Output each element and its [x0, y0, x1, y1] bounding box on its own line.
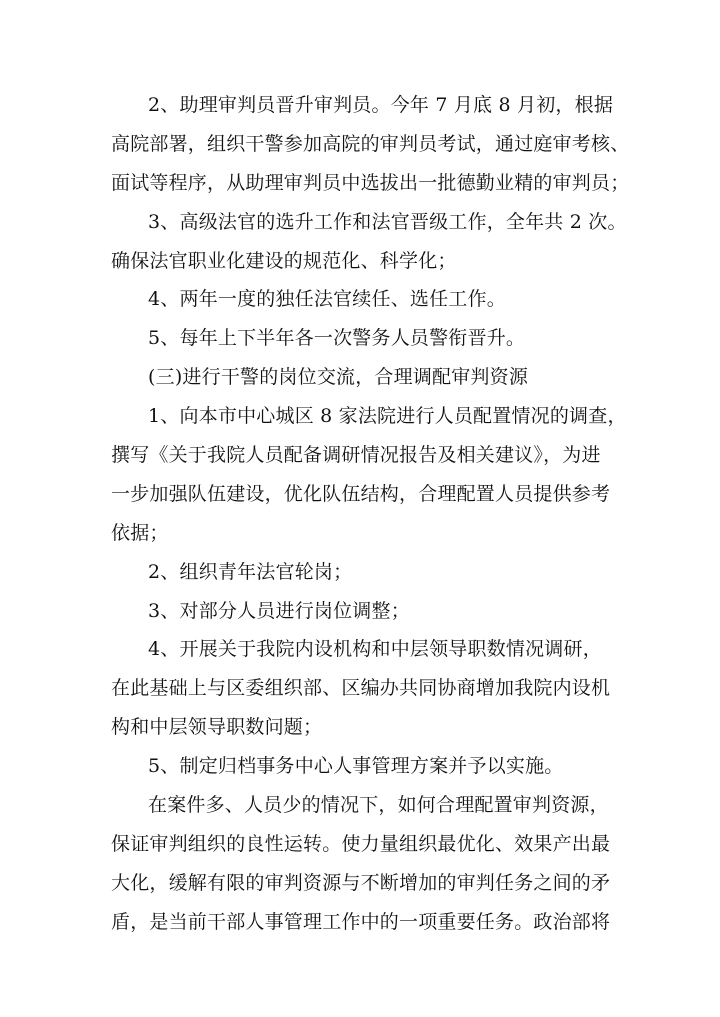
text-line: 保证审判组织的良性运转。使力量组织最优化、效果产出最 [111, 832, 611, 855]
text-line: 确保法官职业化建设的规范化、科学化； [111, 249, 457, 272]
text-line: 3、高级法官的选升工作和法官晋级工作，全年共 2 次。 [148, 210, 627, 233]
text-line: 1、向本市中心城区 8 家法院进行人员配置情况的调查， [148, 405, 627, 428]
text-line: 4、两年一度的独任法官续任、选任工作。 [148, 288, 506, 311]
text-line: 2、助理审判员晋升审判员。今年 7 月底 8 月初，根据 [148, 94, 614, 116]
text-line: 一步加强队伍建设，优化队伍结构，合理配置人员提供参考 [111, 482, 611, 505]
text-line: 面试等程序，从助理审判员中选拔出一批德勤业精的审判员； [111, 171, 630, 194]
text-line: 在案件多、人员少的情况下，如何合理配置审判资源， [148, 794, 609, 817]
text-line: 盾，是当前干部人事管理工作中的一项重要任务。政治部将 [111, 910, 611, 933]
text-line: 2、组织青年法官轮岗； [148, 560, 353, 583]
text-line: 4、开展关于我院内设机构和中层领导职数情况调研， [148, 638, 602, 661]
text-line: 在此基础上与区委组织部、区编办共同协商增加我院内设机 [111, 677, 611, 700]
section-heading: (三)进行干警的岗位交流，合理调配审判资源 [148, 366, 529, 389]
text-line: 3、对部分人员进行岗位调整； [148, 599, 410, 622]
text-line: 5、制定归档事务中心人事管理方案并予以实施。 [148, 755, 564, 778]
document-body [111, 86, 630, 942]
text-line: 5、每年上下半年各一次警务人员警衔晋升。 [148, 327, 526, 350]
text-line: 构和中层领导职数问题； [111, 716, 323, 739]
text-line: 大化，缓解有限的审判资源与不断增加的审判任务之间的矛 [111, 871, 611, 894]
text-line: 撰写《关于我院人员配备调研情况报告及相关建议》，为进 [111, 444, 601, 467]
text-line: 高院部署，组织干警参加高院的审判员考试，通过庭审考核、 [111, 132, 630, 155]
text-line: 依据； [111, 521, 169, 544]
